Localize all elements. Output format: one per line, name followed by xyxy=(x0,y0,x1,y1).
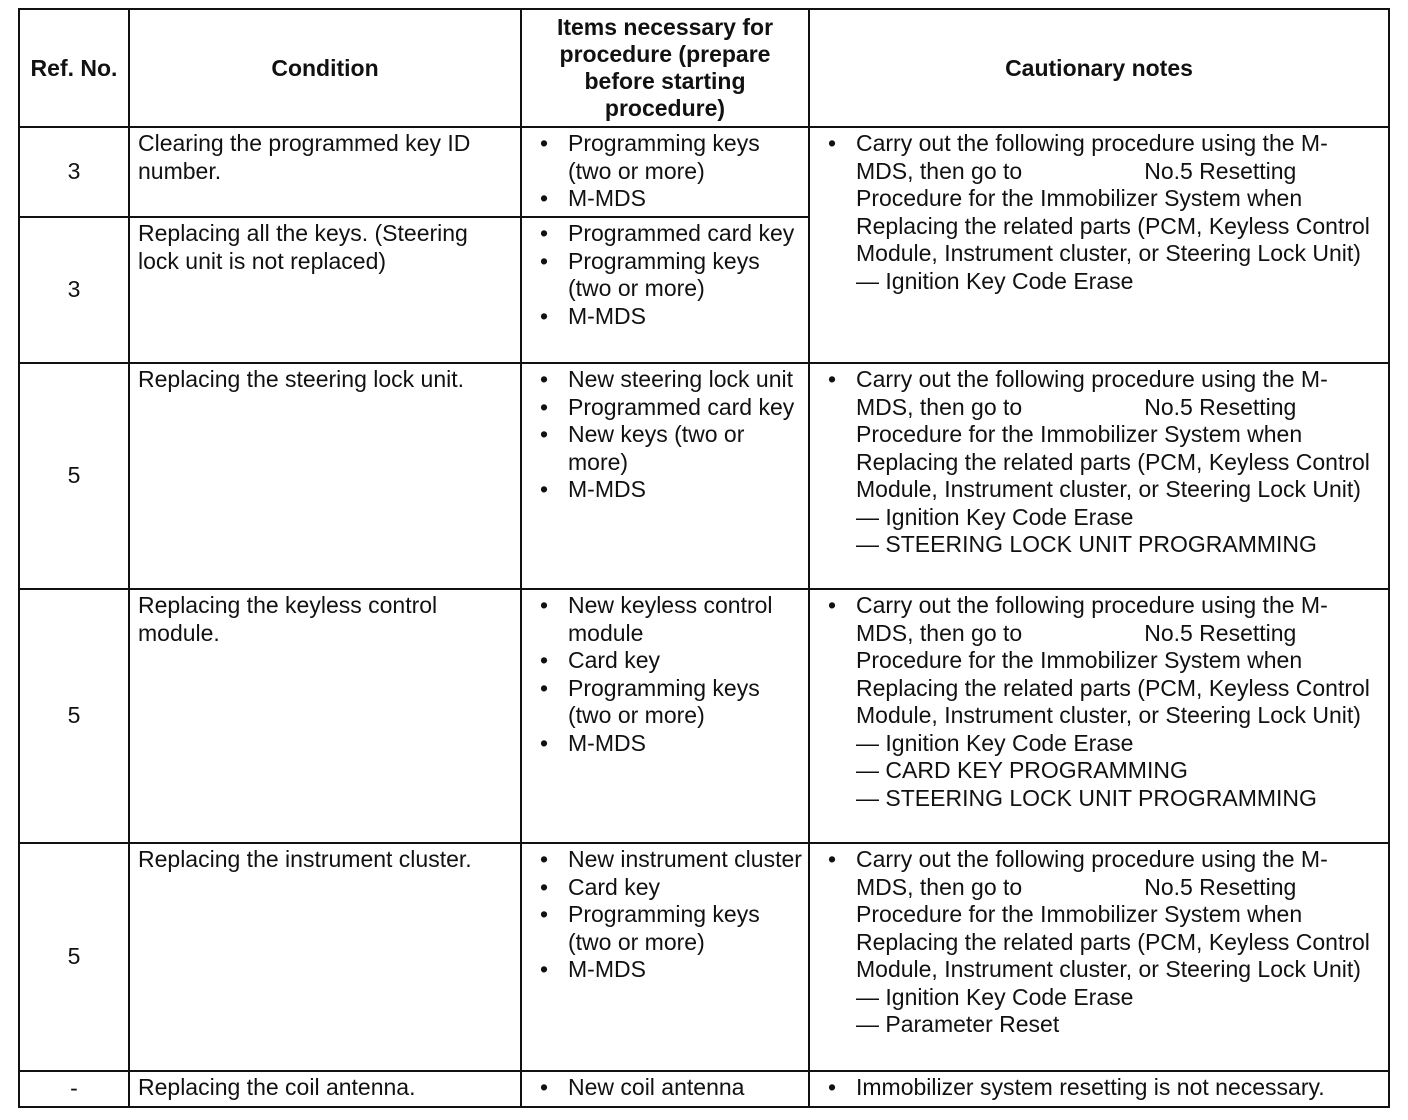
list-item: • M-MDS xyxy=(530,956,802,984)
table-row xyxy=(19,363,1389,589)
cautionary-notes-cell xyxy=(809,843,1389,1071)
note-step: — STEERING LOCK UNIT PROGRAMMING xyxy=(856,784,1317,811)
note-step: — Parameter Reset xyxy=(856,1011,1060,1037)
note-step: — CARD KEY PROGRAMMING xyxy=(856,757,1188,783)
list-item: • M-MDS xyxy=(530,476,802,504)
items-cell xyxy=(521,843,809,1071)
cautionary-notes-cell xyxy=(809,589,1389,843)
note-step: — Ignition Key Code Erase xyxy=(856,729,1134,756)
ref-no-cell: 5 xyxy=(19,589,129,843)
header-cautionary-notes: Cautionary notes xyxy=(809,9,1389,127)
table-row xyxy=(19,1071,1389,1107)
list-item xyxy=(818,366,1382,504)
note-step: — Ignition Key Code Erase xyxy=(856,983,1134,1010)
cautionary-notes-cell xyxy=(809,363,1389,589)
list-item: • New keyless control module xyxy=(530,592,802,647)
ref-no-cell: 3 xyxy=(19,217,129,363)
note-intro-a: Carry out the following procedure using the M-MDS, then go to xyxy=(856,846,1328,900)
condition-cell: Replacing the steering lock unit. xyxy=(129,363,521,589)
list-item xyxy=(818,130,1382,268)
header-items: Items necessary for procedure (prepare before starting procedure) xyxy=(521,9,809,127)
items-cell xyxy=(521,589,809,843)
note-step: — Ignition Key Code Erase xyxy=(856,503,1134,530)
condition-cell: Replacing the coil antenna. xyxy=(129,1071,521,1107)
condition-cell: Replacing the keyless control module. xyxy=(129,589,521,843)
list-item: • Immobilizer system resetting is not necessary. xyxy=(818,1074,1382,1102)
note-intro-a: Carry out the following procedure using the M-MDS, then go to xyxy=(856,592,1328,646)
note-step: — Ignition Key Code Erase xyxy=(856,267,1134,294)
items-cell xyxy=(521,1071,809,1107)
list-item: • New instrument cluster xyxy=(530,846,802,874)
cautionary-notes-cell xyxy=(809,127,1389,363)
items-cell xyxy=(521,127,809,217)
procedure-table xyxy=(18,8,1390,1108)
table-row xyxy=(19,589,1389,843)
list-item: • New keys (two or more) xyxy=(530,421,802,476)
list-item xyxy=(818,592,1382,730)
header-condition: Condition xyxy=(129,9,521,127)
list-item: • M-MDS xyxy=(530,303,802,331)
items-cell xyxy=(521,217,809,363)
items-cell xyxy=(521,363,809,589)
ref-no-cell: 5 xyxy=(19,363,129,589)
note-intro-b: No.5 Resetting Procedure for the Immobilizer System when Replacing the related parts (PCM, Keyless Control Module, Instrument cluster, or Steering Lock Unit) xyxy=(856,873,1370,982)
condition-cell: Replacing the instrument cluster. xyxy=(129,843,521,1071)
condition-cell: Replacing all the keys. (Steering lock unit is not replaced) xyxy=(129,217,521,363)
note-intro-a: Carry out the following procedure using the M-MDS, then go to xyxy=(856,366,1328,420)
table-row xyxy=(19,843,1389,1071)
note-intro-b: No.5 Resetting Procedure for the Immobilizer System when Replacing the related parts (PCM, Keyless Control Module, Instrument cluster, or Steering Lock Unit) xyxy=(856,393,1370,502)
note-intro-b: No.5 Resetting Procedure for the Immobilizer System when Replacing the related parts (PCM, Keyless Control Module, Instrument cluster, or Steering Lock Unit) xyxy=(856,619,1370,728)
list-item: • Programmed card key xyxy=(530,220,802,248)
ref-no-cell: - xyxy=(19,1071,129,1107)
ref-no-cell: 3 xyxy=(19,127,129,217)
note-intro-b: No.5 Resetting Procedure for the Immobilizer System when Replacing the related parts (PCM, Keyless Control Module, Instrument cluster, or Steering Lock Unit) xyxy=(856,157,1370,266)
condition-cell: Clearing the programmed key ID number. xyxy=(129,127,521,217)
header-row xyxy=(19,9,1389,127)
list-item: • New coil antenna xyxy=(530,1074,802,1102)
list-item: • Card key xyxy=(530,647,802,675)
list-item xyxy=(818,846,1382,984)
list-item: • Programming keys (two or more) xyxy=(530,248,802,303)
list-item: • Card key xyxy=(530,874,802,902)
list-item: • M-MDS xyxy=(530,730,802,758)
list-item: • Programming keys (two or more) xyxy=(530,675,802,730)
table-row xyxy=(19,127,1389,217)
list-item: • Programming keys (two or more) xyxy=(530,130,802,185)
note-intro-a: Carry out the following procedure using the M-MDS, then go to xyxy=(856,130,1328,184)
list-item: • Programmed card key xyxy=(530,394,802,422)
header-ref-no: Ref. No. xyxy=(19,9,129,127)
cautionary-notes-cell xyxy=(809,1071,1389,1107)
list-item: • New steering lock unit xyxy=(530,366,802,394)
list-item: • M-MDS xyxy=(530,185,802,213)
list-item: • Programming keys (two or more) xyxy=(530,901,802,956)
ref-no-cell: 5 xyxy=(19,843,129,1071)
note-step: — STEERING LOCK UNIT PROGRAMMING xyxy=(856,531,1317,557)
